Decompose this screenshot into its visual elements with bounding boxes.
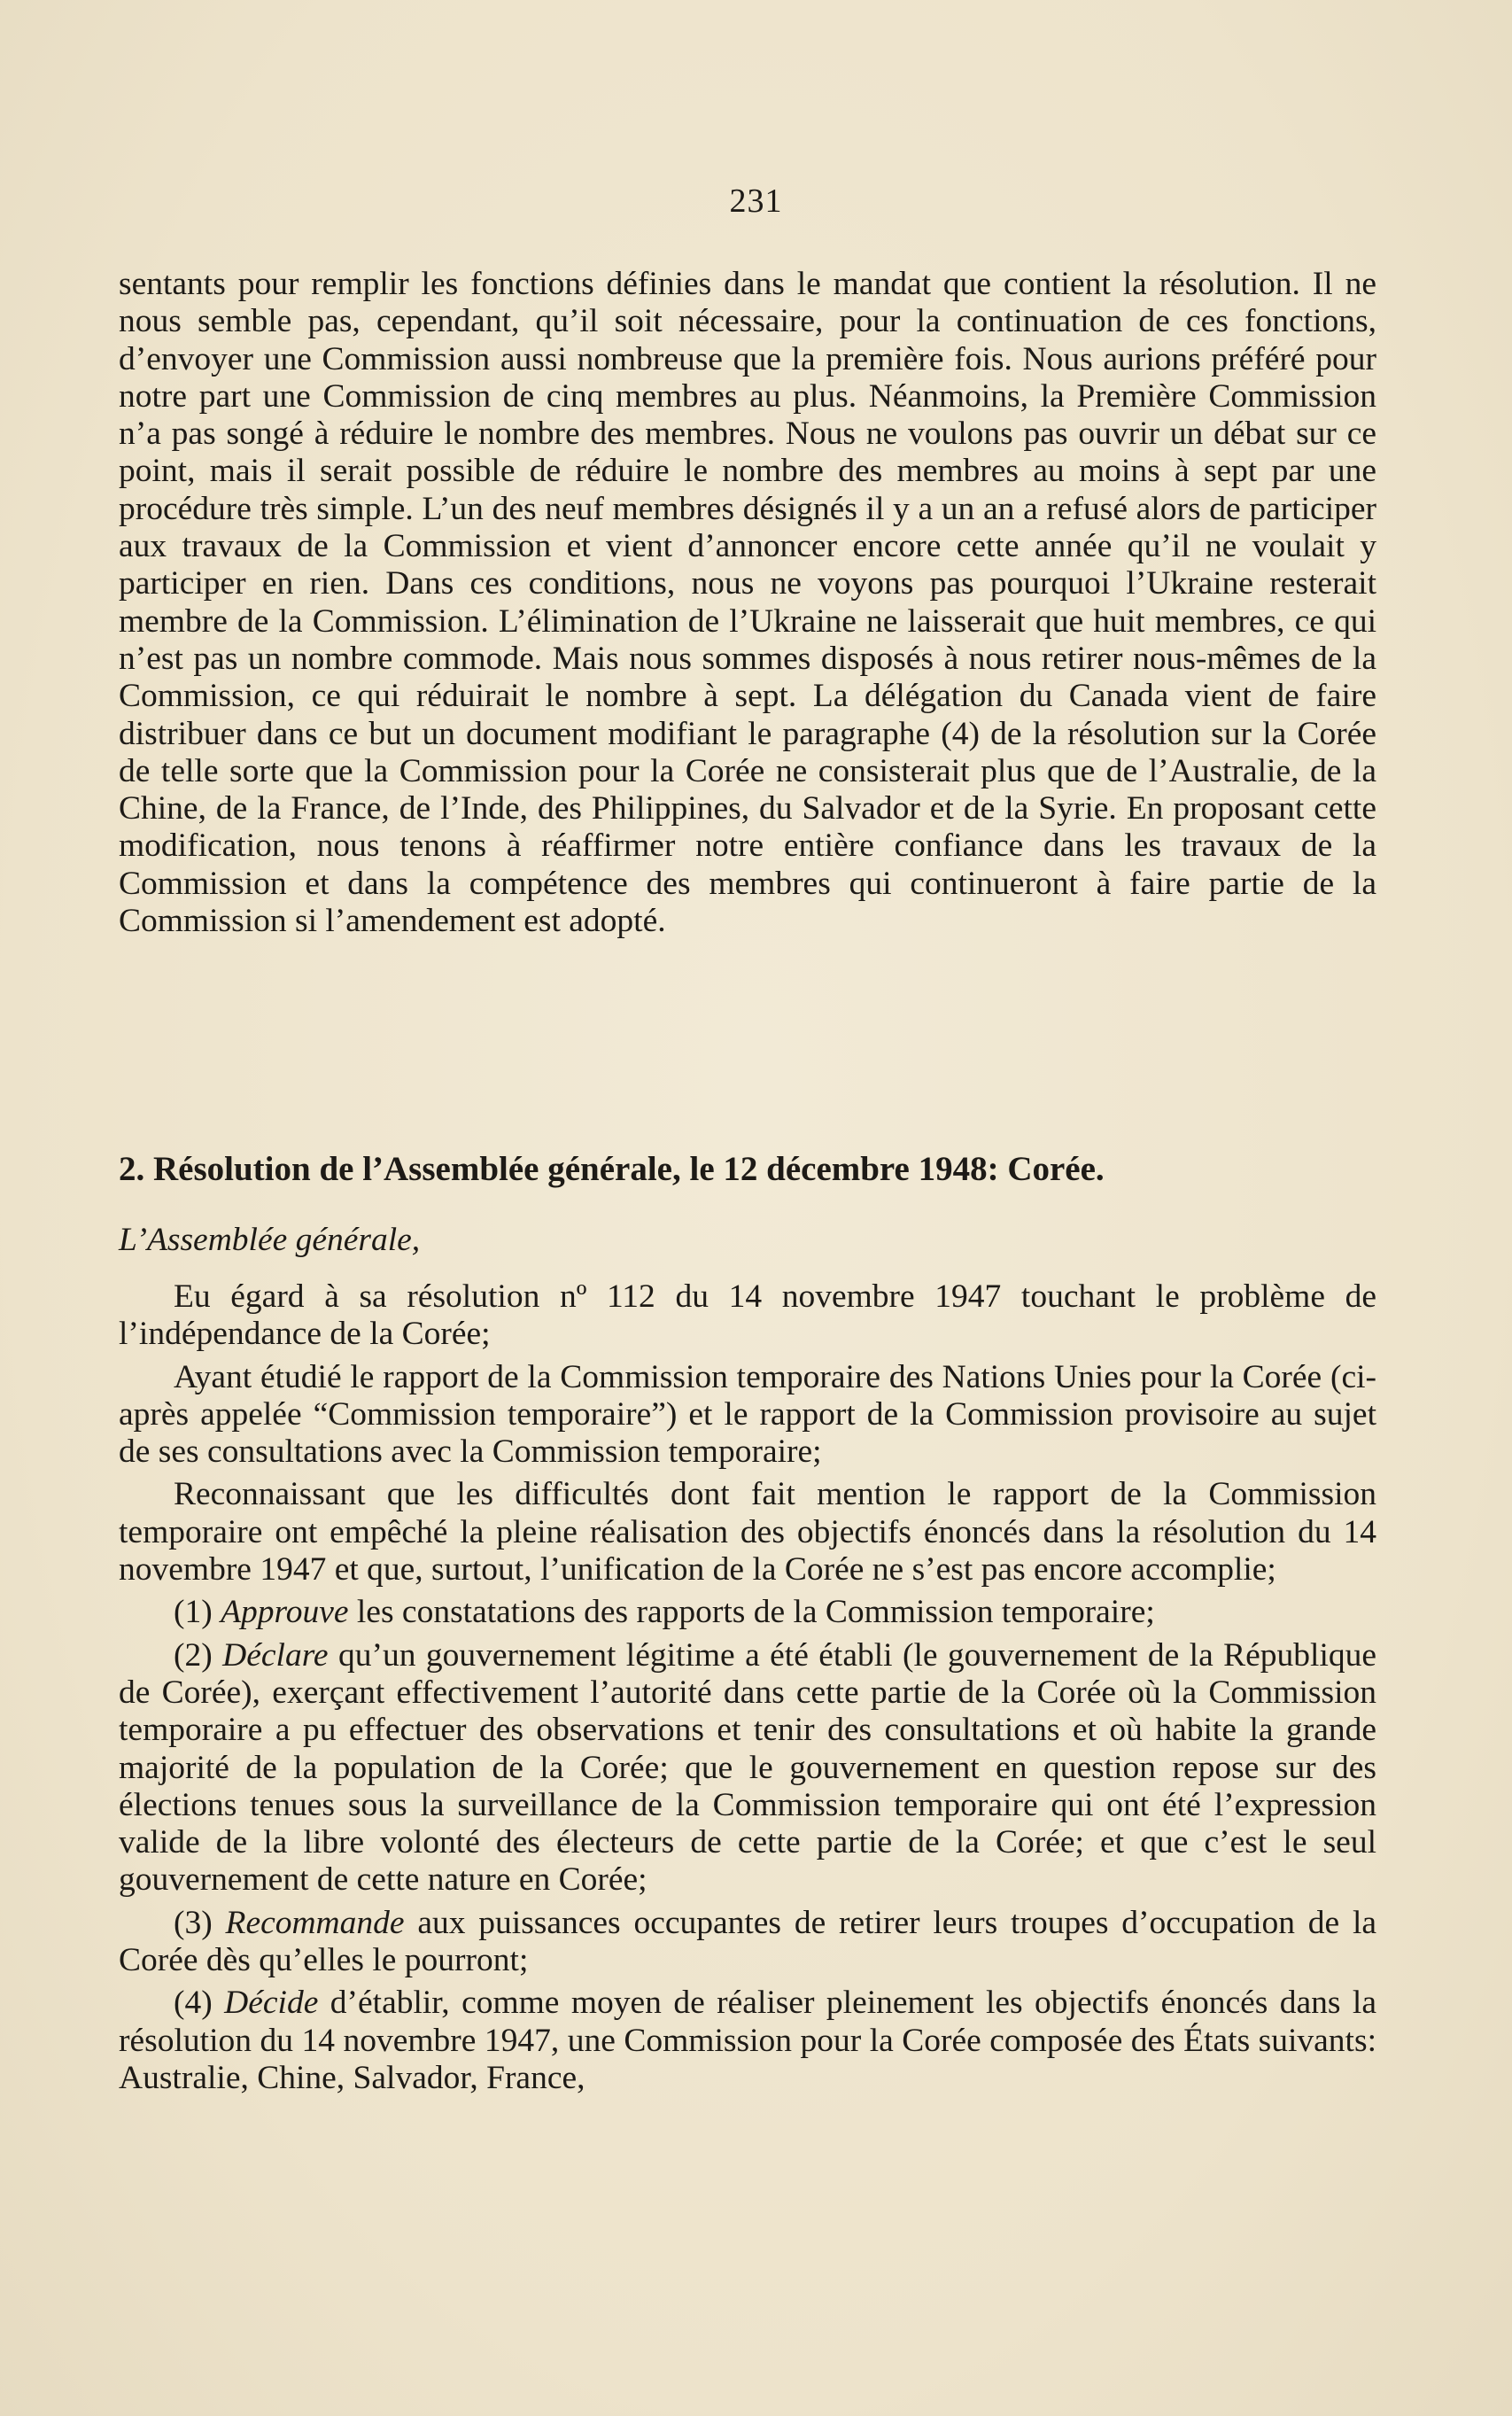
operative-paragraph-1: [119, 1594, 1376, 1631]
section-heading: 2. Résolution de l’Assemblée générale, le 12 décembre 1948: Corée.: [119, 1150, 1105, 1188]
consideration-paragraph: Ayant étudié le rapport de la Commission temporaire des Nations Unies pour la Corée (ci-après appelée “Commission temporaire”) et le rapport de la Commission provisoire au sujet de ses consultations avec la Commission temporaire;: [119, 1358, 1376, 1471]
consideration-paragraph: Eu égard à sa résolution nº 112 du 14 novembre 1947 touchant le problème de l’indépendance de la Corée;: [119, 1278, 1376, 1353]
operative-verb: Approuve: [221, 1594, 349, 1631]
operative-text: qu’un gouvernement légitime a été établi (le gouvernement de la République de Corée), exerçant effectivement l’autorité dans cette partie de la Corée où la Commission temporaire a pu effectuer des observations et tenir des consultations et où habite la grande majorité de la population de la Corée; que le gouvernement en question repose sur des élections tenues sous la surveillance de la Commission temporaire qui ont été l’expression valide de la libre volonté des électeurs de cette partie de la Corée; et que c’est le seul gouvernement de cette nature en Corée;: [119, 1636, 1377, 1899]
resolution-body: [119, 1278, 1376, 2102]
operative-number: (2): [174, 1636, 213, 1674]
operative-text: d’établir, comme moyen de réaliser pleinement les objectifs énoncés dans la résolution du 14 novembre 1947, une Commission pour la Corée composée des États suivants: Australie, Chine, Salvador, France,: [119, 1985, 1376, 2096]
page-number: 231: [729, 183, 783, 220]
operative-verb: Déclare: [222, 1636, 329, 1674]
consideration-paragraph: Reconnaissant que les difficultés dont fait mention le rapport de la Commission temporaire ont empêché la pleine réalisation des objectifs énoncés dans la résolution du 14 novembre 1947 et que, surtout, l’unification de la Corée ne s’est pas encore accomplie;: [119, 1476, 1376, 1589]
operative-verb: Recommande: [225, 1904, 405, 1941]
intro-paragraph: sentants pour remplir les fonctions définies dans le mandat que contient la résolution. Il ne nous semble pas, cependant, qu’il soit nécessaire, pour la continuation de ces fonctions, d’envoyer une Commission aussi nombreuse que la première fois. Nous aurions préféré pour notre part une Commission de cinq membres au plus. Néanmoins, la Première Commission n’a pas songé à réduire le nombre des membres. Nous ne voulons pas ouvrir un débat sur ce point, mais il serait possible de réduire le nombre des membres au moins à sept par une procédure très simple. L’un des neuf membres désignés il y a un an a refusé alors de participer aux travaux de la Commission et vient d’annoncer encore cette année qu’il ne voulait y participer en rien. Dans ces conditions, nous ne voyons pas pourquoi l’Ukraine resterait membre de la Commission. L’élimination de l’Ukraine ne laisserait que huit membres, ce qui n’est pas un nombre commode. Mais nous sommes disposés à nous retirer nous-mêmes de la Commission, ce qui réduirait le nombre à sept. La délégation du Canada vient de faire distribuer dans ce but un document modifiant le paragraphe (4) de la résolution sur la Corée de telle sorte que la Commission pour la Corée ne consisterait plus que de l’Australie, de la Chine, de la France, de l’Inde, des Philippines, du Salvador et de la Syrie. En proposant cette modification, nous tenons à réaffirmer notre entière confiance dans les travaux de la Commission et dans la compétence des membres qui continueront à faire partie de la Commission si l’amendement est adopté.: [119, 266, 1376, 940]
operative-number: (4): [174, 1985, 213, 2022]
resolution-preamble: L’Assemblée générale,: [119, 1222, 421, 1258]
operative-number: (1): [174, 1594, 213, 1631]
operative-text: aux puissances occupantes de retirer leurs troupes d’occupation de la Corée dès qu’elles le pourront;: [119, 1904, 1377, 1979]
operative-text: les constatations des rapports de la Commission temporaire;: [356, 1594, 1155, 1631]
operative-paragraph-3: [119, 1905, 1376, 1980]
operative-verb: Décide: [224, 1985, 319, 2022]
operative-paragraph-2: [119, 1637, 1376, 1899]
operative-paragraph-4: [119, 1985, 1376, 2097]
operative-number: (3): [174, 1904, 213, 1941]
